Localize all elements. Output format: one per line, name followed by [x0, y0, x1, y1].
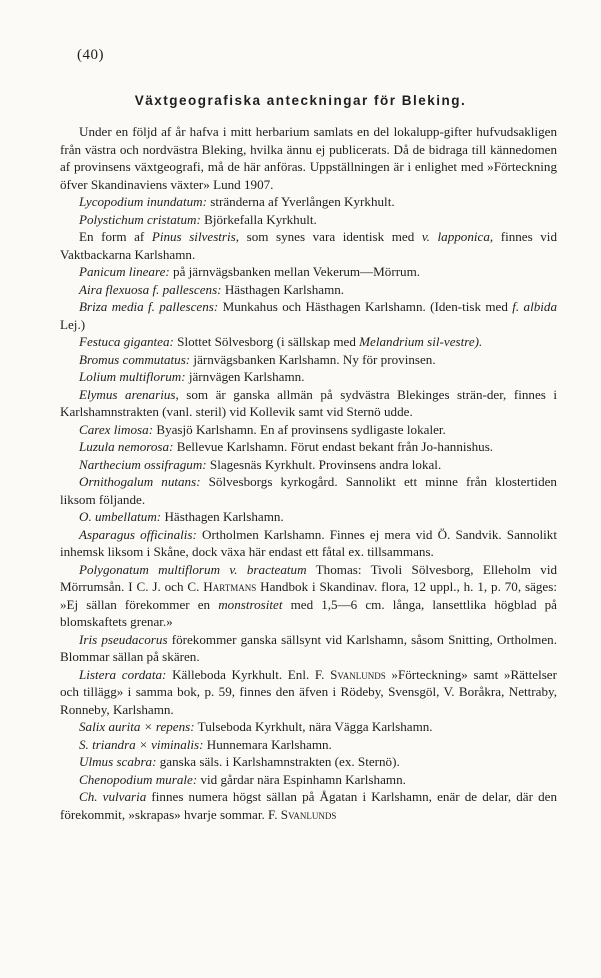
article-body — [60, 123, 557, 823]
species-name: Ch. vulvaria — [78, 789, 147, 804]
entry-paragraph: Polygonatum multiflorum v. bracteatum Thomas: Tivoli Sölvesborg, Elleholm vid Mörrumsån. I C. J. och C. Hartmans Handbok i Skandinav. flora, 12 uppl., h. 1, p. 70, säges: »Ej sällan förekommer en monstrositet med 1,5—6 cm. långa, lansettlika högblad på blomskaftets grenar.» — [60, 561, 558, 629]
entry-paragraph: En form af Pinus silvestris, som synes vara identisk med v. lapponica, finnes vid Vaktbackarna Karlshamn. — [60, 229, 557, 262]
species-name: Ornithogalum nutans: — [78, 474, 201, 489]
author-name: Svanlunds — [330, 666, 386, 682]
entry-paragraph: Ulmus scabra: ganska säls. i Karlshamnstrakten (ex. Sternö). — [78, 754, 400, 769]
species-name: Iris pseudacorus — [78, 631, 168, 647]
species-name: Listera cordata: — [78, 666, 167, 682]
article-title: Växtgeografiska anteckningar för Bleking. — [134, 93, 467, 108]
entry-paragraph: Ornithogalum nutans: Sölvesborgs kyrkogård. Sannolikt ett minne från klostertiden liksom följande. — [60, 474, 557, 507]
entry-paragraph: Lycopodium inundatum: stränderna af Yverlången Kyrkhult. — [78, 194, 395, 209]
species-name: Elymus arenarius, — [78, 386, 179, 402]
species-name: Narthecium ossifragum: — [78, 456, 207, 472]
species-name: O. umbellatum: — [78, 509, 162, 524]
entry-paragraph: Listera cordata: Källeboda Kyrkhult. Enl. F. Svanlunds »Förteckning» samt »Rättelser och tillägg» i samma bok, p. 59, finnes den äfven i Rödeby, Svensgöl, V. Boråkra, Nettraby, Ronneby, Karlshamn. — [60, 666, 557, 717]
entry-paragraph: Lolium multiflorum: järnvägen Karlshamn. — [78, 369, 305, 384]
species-name: Pinus silvestris, — [151, 229, 240, 244]
entry-paragraph: S. triandra × viminalis: Hunnemara Karlshamn. — [78, 736, 332, 752]
species-name: Lolium multiflorum: — [78, 369, 186, 384]
page-number: (40) — [77, 47, 104, 63]
entry-paragraph: Carex limosa: Byasjö Karlshamn. En af provinsens sydligaste lokaler. — [78, 421, 446, 437]
species-name: Chenopodium murale: — [78, 771, 198, 787]
entry-paragraph: Festuca gigantea: Slottet Sölvesborg (i sällskap med Melandrium sil-vestre). — [78, 334, 483, 349]
species-name: Lycopodium inundatum: — [78, 194, 207, 209]
species-name: Polystichum cristatum: — [78, 211, 201, 227]
species-name: Bromus commutatus: — [78, 351, 191, 367]
species-name: Salix aurita × repens: — [78, 719, 195, 734]
entry-paragraph: Aira flexuosa f. pallescens: Hästhagen Karlshamn. — [78, 281, 345, 297]
entry-paragraph: Polystichum cristatum: Björkefalla Kyrkhult. — [78, 211, 317, 227]
species-name: v. lapponica, — [421, 229, 494, 244]
author-name: Svanlunds — [280, 806, 337, 822]
entry-paragraph: O. umbellatum: Hästhagen Karlshamn. — [78, 509, 284, 524]
term-italic: monstrositet — [218, 596, 283, 612]
species-name: Ulmus scabra: — [78, 754, 157, 769]
species-name: Polygonatum multiflorum v. bracteatum — [78, 561, 307, 577]
species-name: S. triandra × viminalis: — [78, 736, 204, 752]
author-name: Hartmans — [203, 579, 257, 594]
species-name: Carex limosa: — [78, 421, 154, 437]
entry-paragraph: Briza media f. pallescens: Munkahus och Hästhagen Karlshamn. (Iden-tisk med f. albida Lej.) — [60, 299, 558, 332]
entry-paragraph: Narthecium ossifragum: Slagesnäs Kyrkhult. Provinsens andra lokal. — [78, 456, 442, 472]
species-name: Festuca gigantea: — [78, 334, 174, 349]
species-name: Panicum lineare: — [78, 264, 170, 279]
entry-paragraph: Salix aurita × repens: Tulseboda Kyrkhult, nära Vägga Karlshamn. — [78, 719, 433, 734]
entry-paragraph: Iris pseudacorus förekommer ganska sällsynt vid Karlshamn, såsom Snitting, Ortholmen. Blommar sällan på skären. — [60, 631, 557, 664]
entry-paragraph: Bromus commutatus: järnvägsbanken Karlshamn. Ny för provinsen. — [78, 351, 436, 367]
entry-paragraph: Panicum lineare: på järnvägsbanken mellan Vekerum—Mörrum. — [78, 264, 421, 279]
species-name: Luzula nemorosa: — [78, 439, 174, 454]
entry-paragraph: Chenopodium murale: vid gårdar nära Espinhamn Karlshamn. — [78, 771, 406, 787]
entry-paragraph: Elymus arenarius, som är ganska allmän på sydvästra Blekinges strän-der, finnes i Karlshamnstrakten (vanl. steril) vid Kollevik samt vid Sternö udde. — [60, 386, 558, 419]
species-name: Melandrium sil-vestre). — [359, 334, 483, 349]
entry-paragraph: Ch. vulvaria finnes numera högst sällan på Ågatan i Karlshamn, enär de delar, där den förekommit, »skrapas» hvarje sommar. F. Svanlunds — [60, 789, 557, 822]
species-name: Asparagus officinalis: — [78, 526, 197, 542]
entry-paragraph: Asparagus officinalis: Ortholmen Karlshamn. Finnes ej mera vid Ö. Sandvik. Sannolikt inhemsk liksom i Skåne, dock växa här endast ett fåtal ex. tillsammans. — [60, 526, 557, 559]
species-name: Aira flexuosa f. pallescens: — [78, 281, 222, 297]
intro-paragraph: Under en följd af år hafva i mitt herbarium samlats en del lokalupp-gifter hufvudsakligen från västra och nordvästra Bleking, hvilka ännu ej publicerats. Då de bidraga till kännedomen af provinsens växtgeografi, må de här anföras. Uppställningen är i enlighet med »Förteckning öfver Skandinaviens växter» Lund 1907. — [60, 124, 557, 192]
species-name: f. albida — [512, 299, 558, 314]
entry-paragraph: Luzula nemorosa: Bellevue Karlshamn. Förut endast bekant från Jo-hannishus. — [78, 439, 494, 454]
species-name: Briza media f. pallescens: — [78, 299, 219, 314]
